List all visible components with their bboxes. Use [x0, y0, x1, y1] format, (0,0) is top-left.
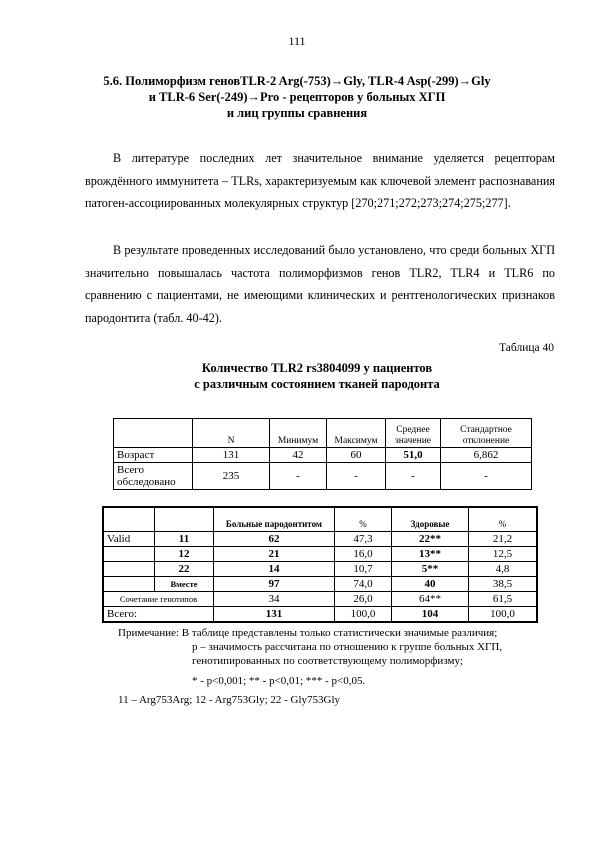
genotype-frequency-table [102, 506, 538, 623]
note-line-2: р – значимость рассчитана по отношению к группе больных ХГП, [192, 641, 503, 653]
table2-cell: 131 [214, 607, 335, 623]
table-row [103, 532, 537, 547]
table1-cell: Возраст [114, 448, 193, 463]
paragraph-1: В литературе последних лет значительное внимание уделяется рецепторам врождённого иммунитета – TLRs, характеризуемым как ключевой элемент распознавания патоген-ассоциированных молекулярных структур [270;271;272;273;274;275;277]. [85, 151, 555, 210]
empty-cell [103, 577, 155, 592]
table-row [103, 592, 537, 607]
table1-cell: 235 [193, 463, 270, 490]
note-line-4: * - p<0,001; ** - p<0,01; *** - p<0,05. [192, 675, 366, 687]
total-label: Всего: [103, 607, 214, 623]
table2-cell: 14 [214, 562, 335, 577]
table2-cell: 26,0 [335, 592, 392, 607]
table2-cell: 97 [214, 577, 335, 592]
table1-cell: 60 [327, 448, 386, 463]
table-title-line-1: Количество TLR2 rs3804099 у пациентов [201, 361, 433, 375]
table2-cell: 74,0 [335, 577, 392, 592]
table1-cell: 6,862 [441, 448, 532, 463]
table2-cell: 21,2 [469, 532, 538, 547]
genotype-cell: 22 [155, 562, 214, 577]
table2-cell: 16,0 [335, 547, 392, 562]
table2-cell: 62 [214, 532, 335, 547]
table2-cell: 47,3 [335, 532, 392, 547]
table2-cell: 104 [392, 607, 469, 623]
table-label: Таблица 40 [499, 342, 554, 354]
heading-line-3: и лиц группы сравнения [226, 106, 368, 120]
table1-header-cell [114, 419, 193, 448]
table-row [103, 607, 537, 623]
section-heading [60, 73, 534, 121]
table2-cell: 34 [214, 592, 335, 607]
table2-header-row [103, 507, 537, 532]
table2-header-cell: Больные пародонтитом [214, 507, 335, 532]
table2-cell: 38,5 [469, 577, 538, 592]
table2-cell: 100,0 [469, 607, 538, 623]
table2-cell: 21 [214, 547, 335, 562]
descriptive-stats-table [113, 418, 532, 490]
table1-header-cell: Стандартное отклонение [441, 419, 532, 448]
genotype-cell: 12 [155, 547, 214, 562]
table2-cell: 61,5 [469, 592, 538, 607]
table2-cell: 40 [392, 577, 469, 592]
table2-cell: 10,7 [335, 562, 392, 577]
table2-cell: 64** [392, 592, 469, 607]
combo-label: Сочетание генотипов [103, 592, 214, 607]
page-number: 111 [288, 34, 306, 48]
table2-header-cell: Здоровые [392, 507, 469, 532]
empty-cell [103, 547, 155, 562]
table1-header-cell: Максимум [327, 419, 386, 448]
table1-cell: 51,0 [386, 448, 441, 463]
genotype-cell: 11 [155, 532, 214, 547]
table2-cell: 22** [392, 532, 469, 547]
table2-cell: 100,0 [335, 607, 392, 623]
table2-header-cell [103, 507, 155, 532]
note-line-1: Примечание: В таблице представлены только статистически значимые различия; [118, 627, 498, 639]
table2-cell: 5** [392, 562, 469, 577]
genotype-legend: 11 – Arg753Arg; 12 - Arg753Gly; 22 - Gly753Gly [118, 694, 341, 706]
table1-cell: - [270, 463, 327, 490]
table-row [103, 562, 537, 577]
table-title-line-2: с различным состоянием тканей пародонта [194, 377, 440, 391]
table2-header-cell [155, 507, 214, 532]
table-row [114, 463, 532, 490]
table1-header-cell: N [193, 419, 270, 448]
table2-cell: 12,5 [469, 547, 538, 562]
table-note [118, 626, 558, 688]
table-row [114, 448, 532, 463]
table1-header-cell: Среднее значение [386, 419, 441, 448]
table1-cell: Всего обследовано [114, 463, 193, 490]
genotype-cell: Вместе [155, 577, 214, 592]
table2-header-cell: % [335, 507, 392, 532]
table1-cell: - [386, 463, 441, 490]
table-title [80, 360, 554, 392]
table-row [103, 577, 537, 592]
note-line-3: генотипированных по соответствующему полиморфизму; [192, 655, 463, 667]
valid-label: Valid [103, 532, 155, 547]
empty-cell [103, 562, 155, 577]
table2-cell: 4,8 [469, 562, 538, 577]
paragraph-2: В результате проведенных исследований было установлено, что среди больных ХГП значительно повышалась частота полиморфизмов генов TLR2, TLR4 и TLR6 по сравнению с пациентами, не имеющими клинических и рентгенологических признаков пародонтита (табл. 40-42). [85, 243, 555, 325]
table2-header-cell: % [469, 507, 538, 532]
table1-cell: 131 [193, 448, 270, 463]
table2-cell: 13** [392, 547, 469, 562]
table1-cell: - [327, 463, 386, 490]
table1-header-row [114, 419, 532, 448]
table1-cell: 42 [270, 448, 327, 463]
heading-line-1: 5.6. Полиморфизм геновTLR-2 Arg(-753)→Gly, TLR-4 Asp(-299)→Gly [103, 74, 491, 88]
table-row [103, 547, 537, 562]
table1-header-cell: Минимум [270, 419, 327, 448]
table1-cell: - [441, 463, 532, 490]
heading-line-2: и TLR-6 Ser(-249)→Pro - рецепторов у больных ХГП [148, 90, 446, 104]
